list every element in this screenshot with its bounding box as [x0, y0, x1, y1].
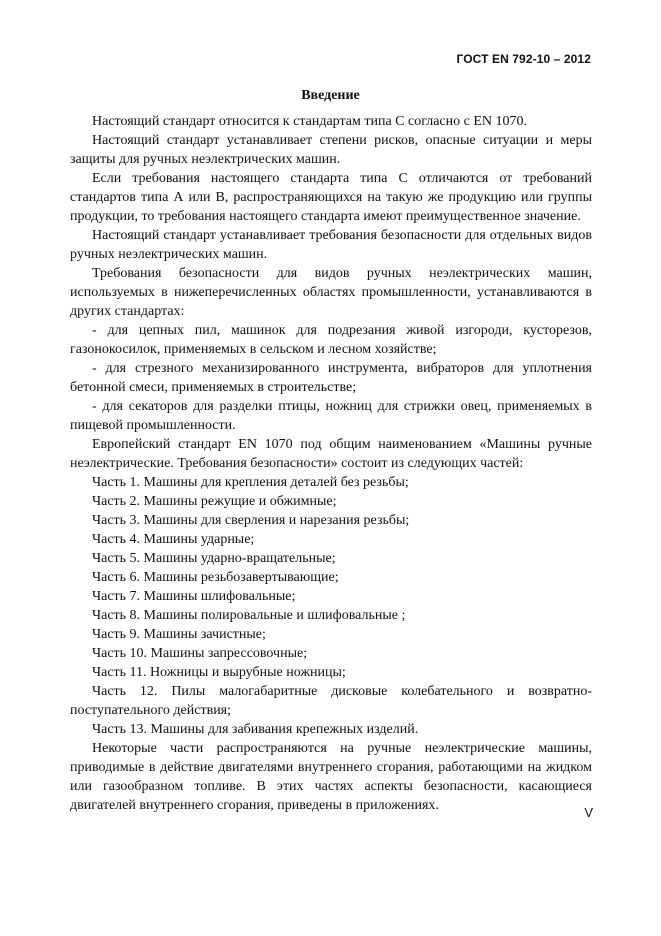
- paragraph: Настоящий стандарт устанавливает степени рисков, опасные ситуации и меры защиты для ручных неэлектрических машин.: [70, 133, 592, 167]
- paragraph: Если требования настоящего стандарта типа С отличаются от требований стандартов типа А или В, распространяющихся на такую же продукцию или группы продукции, то требования настоящего стандарта имеют преимущественное значение.: [70, 171, 592, 224]
- list-item: Часть 10. Машины запрессовочные;: [92, 646, 308, 661]
- list-item: Часть 6. Машины резьбозавертывающие;: [92, 570, 339, 585]
- list-item: Часть 1. Машины для крепления деталей без резьбы;: [92, 475, 409, 490]
- paragraph: Некоторые части распространяются на ручные неэлектрические машины, приводимые в действие двигателями внутреннего сгорания, работающими на жидком или газообразном топливе. В этих частях аспекты безопасности, касающиеся двигателей внутреннего сгорания, приведены в приложениях.: [70, 741, 592, 813]
- list-item: - для стрезного механизированного инструмента, вибраторов для уплотнения бетонной смеси, применяемых в строительстве;: [70, 361, 592, 395]
- list-item: Часть 4. Машины ударные;: [92, 532, 255, 547]
- paragraph: Настоящий стандарт относится к стандартам типа С согласно с EN 1070.: [92, 114, 528, 129]
- paragraph: Европейский стандарт EN 1070 под общим наименованием «Машины ручные неэлектрические. Требования безопасности» состоит из следующих частей:: [70, 437, 592, 471]
- list-item: Часть 7. Машины шлифовальные;: [92, 589, 296, 604]
- section-heading: Введение: [301, 88, 360, 103]
- list-item: Часть 3. Машины для сверления и нарезания резьбы;: [92, 513, 410, 528]
- list-item: - для секаторов для разделки птицы, ножниц для стрижки овец, применяемых в пищевой промышленности.: [70, 399, 592, 433]
- list-item: Часть 8. Машины полировальные и шлифовальные ;: [92, 608, 406, 623]
- list-item: Часть 9. Машины зачистные;: [92, 627, 266, 642]
- list-item: Часть 13. Машины для забивания крепежных изделий.: [92, 722, 419, 737]
- document-code: ГОСТ EN 792-10 – 2012: [456, 52, 591, 66]
- page-number: V: [584, 805, 593, 820]
- paragraph: Настоящий стандарт устанавливает требования безопасности для отдельных видов ручных неэлектрических машин.: [70, 228, 592, 262]
- list-item: Часть 11. Ножницы и вырубные ножницы;: [92, 665, 346, 680]
- list-item: Часть 5. Машины ударно-вращательные;: [92, 551, 336, 566]
- body-text: [70, 112, 592, 815]
- list-item: - для цепных пил, машинок для подрезания живой изгороди, кусторезов, газонокосилок, применяемых в сельском и лесном хозяйстве;: [70, 323, 592, 357]
- list-item: Часть 2. Машины режущие и обжимные;: [92, 494, 337, 509]
- list-item: Часть 12. Пилы малогабаритные дисковые колебательного и возвратно-поступательного действия;: [70, 684, 592, 718]
- paragraph: Требования безопасности для видов ручных неэлектрических машин, используемых в нижеперечисленных областях промышленности, устанавливаются в других стандартах:: [70, 266, 592, 319]
